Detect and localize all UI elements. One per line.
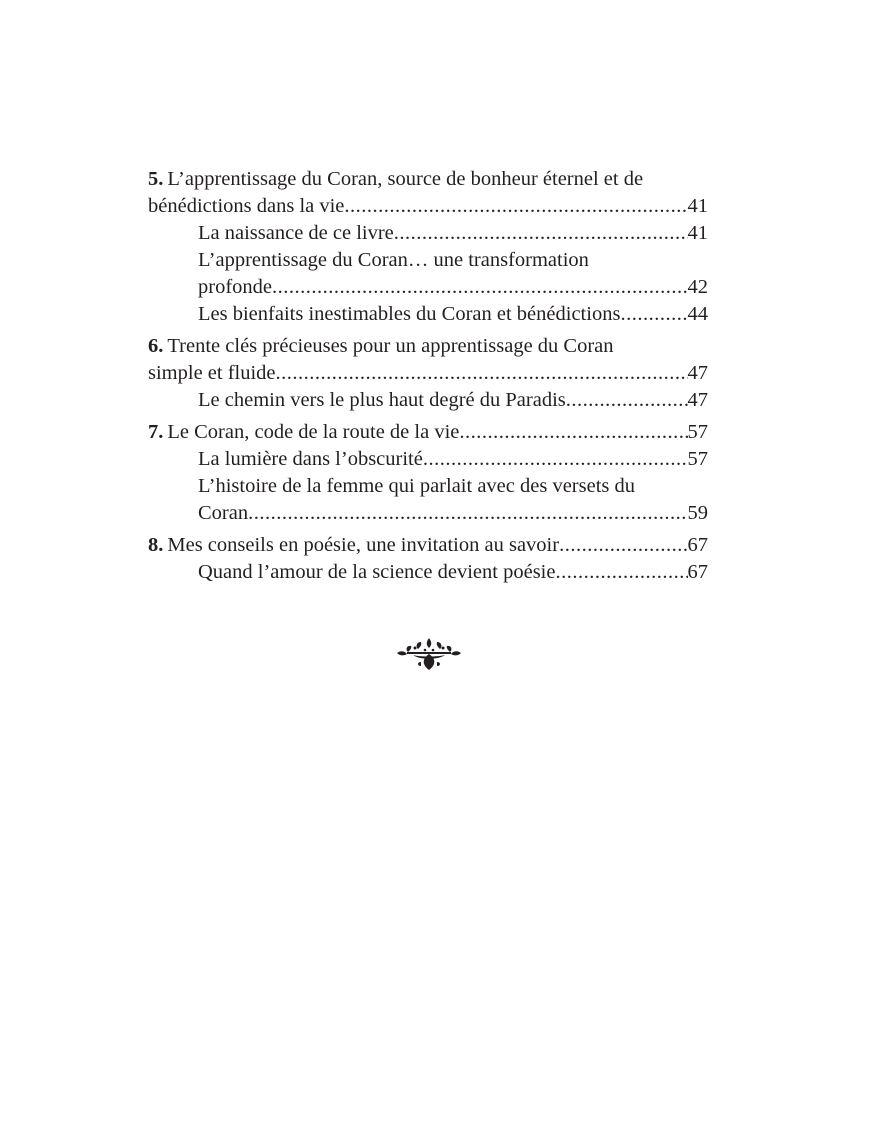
page-number: 59	[687, 502, 708, 524]
toc-section-entry	[148, 301, 708, 328]
entry-title: L’apprentissage du Coran, source de bonheur éternel et de	[167, 168, 644, 190]
dot-leader	[276, 360, 688, 387]
entry-title: Les bienfaits inestimables du Coran et bénédictions	[198, 303, 621, 325]
toc-entry-line	[148, 419, 708, 446]
entry-title: simple et fluide	[148, 362, 276, 384]
toc-entry-line	[198, 274, 708, 301]
dot-leader	[620, 301, 687, 328]
toc-entry-line	[148, 532, 708, 559]
entry-title: bénédictions dans la vie	[148, 195, 345, 217]
toc-chapter-entry	[148, 166, 708, 220]
toc-chapter-entry	[148, 333, 708, 387]
toc-entry-line	[198, 500, 708, 527]
toc-entry-line	[148, 360, 708, 387]
dot-leader	[459, 419, 687, 446]
page-number: 67	[687, 534, 708, 556]
entry-title: Mes conseils en poésie, une invitation au savoir	[167, 534, 560, 556]
toc-chapter-entry	[148, 532, 708, 559]
toc-entry-line	[198, 247, 708, 274]
toc-section-entry	[148, 247, 708, 301]
floral-ornament-icon	[395, 636, 463, 672]
dot-leader	[423, 446, 688, 473]
chapter-number: 6.	[148, 335, 164, 357]
toc-entry-line	[148, 166, 708, 193]
toc-entry-line	[198, 220, 708, 247]
toc-entry-line	[148, 333, 708, 360]
entry-title: Le Coran, code de la route de la vie	[167, 421, 460, 443]
table-of-contents	[148, 166, 708, 586]
entry-title: La lumière dans l’obscurité	[198, 448, 423, 470]
chapter-number: 7.	[148, 421, 164, 443]
toc-section-entry	[148, 473, 708, 527]
dot-leader	[394, 220, 688, 247]
page-number: 47	[687, 389, 708, 411]
page-number: 47	[687, 362, 708, 384]
entry-title: Quand l’amour de la science devient poésie	[198, 561, 556, 583]
dot-leader	[566, 387, 688, 414]
dot-leader	[559, 532, 687, 559]
toc-chapter-entry	[148, 419, 708, 446]
dot-leader	[344, 193, 687, 220]
toc-section-entry	[148, 220, 708, 247]
page-number: 42	[687, 276, 708, 298]
entry-title: profonde	[198, 276, 273, 298]
entry-title: Le chemin vers le plus haut degré du Paradis	[198, 389, 566, 411]
page-number: 57	[687, 421, 708, 443]
toc-section-entry	[148, 446, 708, 473]
entry-title: Coran	[198, 502, 249, 524]
dot-leader	[248, 500, 687, 527]
toc-section-entry	[148, 559, 708, 586]
entry-title: Trente clés précieuses pour un apprentissage du Coran	[167, 335, 614, 357]
page-number: 44	[687, 303, 708, 325]
chapter-number: 8.	[148, 534, 164, 556]
toc-section-entry	[148, 387, 708, 414]
toc-entry-line	[198, 446, 708, 473]
page-number: 41	[687, 222, 708, 244]
toc-entry-line	[198, 559, 708, 586]
dot-leader	[555, 559, 687, 586]
page-number: 57	[687, 448, 708, 470]
dot-leader	[272, 274, 687, 301]
toc-entry-line	[198, 473, 708, 500]
toc-entry-line	[198, 387, 708, 414]
toc-entry-line	[148, 193, 708, 220]
page-number: 41	[687, 195, 708, 217]
chapter-number: 5.	[148, 168, 164, 190]
toc-entry-line	[198, 301, 708, 328]
entry-title: La naissance de ce livre	[198, 222, 394, 244]
entry-title: L’histoire de la femme qui parlait avec des versets du	[198, 475, 635, 497]
entry-title: L’apprentissage du Coran… une transformation	[198, 249, 589, 271]
page-number: 67	[687, 561, 708, 583]
